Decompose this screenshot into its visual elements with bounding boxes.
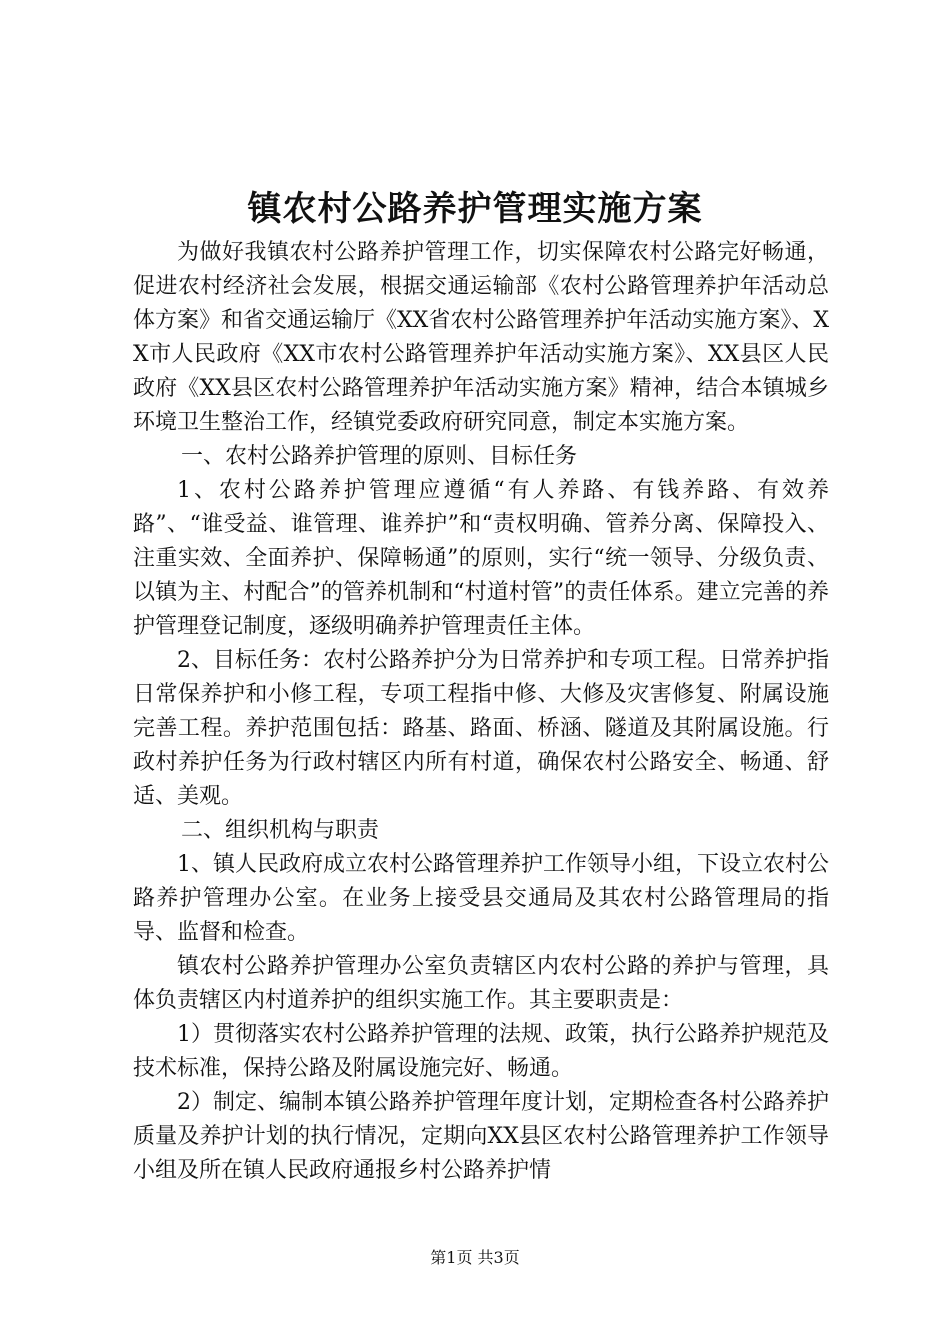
paragraph-intro: 为做好我镇农村公路养护管理工作，切实保障农村公路完好畅通，促进农村经济社会发展，根据交通运输部《农村公路管理养护年活动总体方案》和省交通运输厅《XX省农村公路管理养护年活动实施方案》、XX市人民政府《XX市农村公路管理养护年活动实施方案》、XX县区人民政府《XX县区农村公路管理养护年活动实施方案》精神，结合本镇城乡环境卫生整治工作，经镇党委政府研究同意，制定本实施方案。 — [133, 240, 829, 435]
document-body — [133, 236, 829, 1188]
paragraph-organization: 1、镇人民政府成立农村公路管理养护工作领导小组，下设立农村公路养护管理办公室。在业务上接受县交通局及其农村公路管理局的指导、监督和检查。 — [133, 852, 829, 945]
paragraph-principles: 1、农村公路养护管理应遵循“有人养路、有钱养路、有效养路”、“谁受益、谁管理、谁养护”和“责权明确、管养分离、保障投入、注重实效、全面养护、保障畅通”的原则，实行“统一领导、分级负责、以镇为主、村配合”的管养机制和“村道村管”的责任体系。建立完善的养护管理登记制度，逐级明确养护管理责任主体。 — [133, 478, 829, 639]
document-title: 镇农村公路养护管理实施方案 — [247, 189, 703, 229]
page-number-footer: 第1页 共3页 — [430, 1248, 520, 1267]
paragraph-duty-1: 1）贯彻落实农村公路养护管理的法规、政策，执行公路养护规范及技术标准，保持公路及附属设施完好、畅通。 — [133, 1022, 829, 1081]
paragraph-duty-2: 2）制定、编制本镇公路养护管理年度计划，定期检查各村公路养护质量及养护计划的执行情况，定期向XX县区农村公路管理养护工作领导小组及所在镇人民政府通报乡村公路养护情 — [133, 1090, 829, 1183]
section-heading-1: 一、农村公路养护管理的原则、目标任务 — [181, 444, 578, 469]
section-heading-2: 二、组织机构与职责 — [181, 818, 380, 843]
paragraph-office-duties: 镇农村公路养护管理办公室负责辖区内农村公路的养护与管理，具体负责辖区内村道养护的组织实施工作。其主要职责是： — [133, 954, 829, 1013]
paragraph-goals: 2、目标任务：农村公路养护分为日常养护和专项工程。日常养护指日常保养护和小修工程，专项工程指中修、大修及灾害修复、附属设施完善工程。养护范围包括：路基、路面、桥涵、隧道及其附属设施。行政村养护任务为行政村辖区内所有村道，确保农村公路安全、畅通、舒适、美观。 — [133, 648, 829, 809]
